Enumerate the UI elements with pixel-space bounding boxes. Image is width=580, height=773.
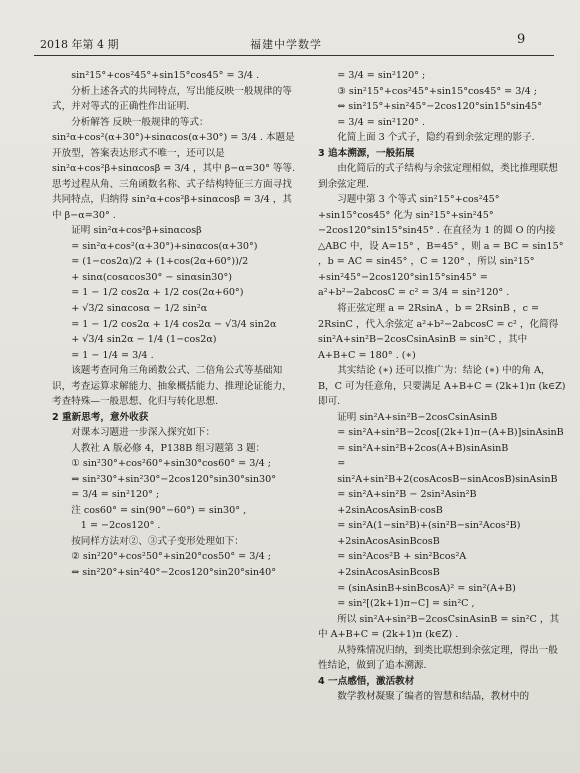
proof-step: + √3/4 sin2α − 1/4 (1−cos2α) [71,334,217,346]
paragraph: 人教社 A 版必修 4，P138B 组习题第 3 题： [71,442,266,454]
equation-line: ⇔ sin²30°+sin²30°−2cos120°sin30°sin30° [71,473,277,485]
proof-step: = sin²Acos²B + sin²Bcos²A [337,551,467,563]
equation-line: ⇔ sin²20°+sin²40°−2cos120°sin20°sin40° [71,567,277,578]
header-rule [34,55,554,56]
section-heading: 2 重新思考，意外收获 [52,411,149,423]
section-heading: 3 追本溯源，一般拓展 [318,147,415,159]
paragraph: 按同样方法对②、③式子变形处理如下： [71,535,244,547]
paragraph: 数学教材凝聚了编者的智慧和结晶，教材中的 [337,691,530,703]
proof-step: = (1−cos2α)/2 + (1+cos(2α+60°))/2 [71,256,249,268]
proof-heading: 证明 sin²A+sin²B−2cosCsinAsinB [337,411,498,423]
paragraph: 由化简后的式子结构与余弦定理相似，类比推理联想到余弦定理. [318,163,558,190]
paragraph: 将正弦定理 a = 2RsinA ，b = 2RsinB ，c = 2RsinC ，代入余弦定 a²+b²−2abcosC = c² ，化简得 sin²A+sin²B−2cosCsinAsinB = sin²C ，其中 A+B+C = 180° . (∗) [318,302,559,361]
proof-step: = sin²[(2k+1)π−C] = sin²C , [337,598,475,610]
proof-step: = sin²A+sin²B+2cos(A+B)sinAsinB [337,442,509,454]
section-heading: 4 一点感悟，激活教材 [318,675,415,687]
proof-step: + sinα(cosαcos30° − sinαsin30°) [71,271,232,283]
proof-step: = (sinAsinB+sinBcosA)² = sin²(A+B) [337,582,516,594]
proof-step: +2sinAcosAsinBcosB [337,567,440,578]
equation-line: = 3/4 = sin²120° ; [337,70,426,81]
equation-line: = 3/4 = sin²120° ; [71,489,160,501]
proof-step: = 1 − 1/2 cos2α + 1/2 cos(2α+60°) [71,287,244,299]
paragraph: 其实结论 (∗) 还可以推广为：结论 (∗) 中的角 A，B，C 可为任意角，只要满足 A+B+C = (2k+1)π (k∈Z) 即可. [318,365,566,408]
paragraph: 习题中第 3 个等式 sin²15°+cos²45°+sin15°cos45° 化为 sin²15°+sin²45°−2cos120°sin15°sin45° . 在直径为 1 的圆 O 的内接 △ABC 中，设 A=15° ，B=45° ，则 a = BC = sin15° ，b = AC = sin45° ，C = 120° ，所以 sin²15°+sin²45°−2cos120°sin15°sin45° = a²+b²−2abcosC = c² = 3/4 = sin²120° . [318,194,564,299]
equation-line: ⇔ sin²15°+sin²45°−2cos120°sin15°sin45° [337,101,543,113]
proof-step: +2sinAcosAsinBcosB [337,535,440,547]
analysis-paragraph: 分析解答 反映一般规律的等式：sin²α+cos²(α+30°)+sinαcos(α+30°) = 3/4 . 本题是开放型，答案表达形式不唯一，还可以是 sin²α+cos²β+sinαcosβ = 3/4 ，其中 β−α=30° 等等. 思考过程从角、三角函数名称、式子结构特征三方面寻找共同特点，归纳得 sin²α+cos²β+sinαcosβ = 3/4 ，其中 β−α=30° . [52,116,296,221]
paragraph: 化简上面 3 个式子，隐约看到余弦定理的影子. [337,132,535,144]
proof-step: = sin²α+cos²(α+30°)+sinαcos(α+30°) [71,240,258,252]
proof-step: = 1 − 1/2 cos2α + 1/4 cos2α − √3/4 sin2α [71,318,277,330]
paragraph: 从特殊情况归纳，到类比联想到余弦定理，得出一般性结论，做到了追本溯源. [318,644,558,672]
paragraph: 所以 sin²A+sin²B−2cosCsinAsinB = sin²C ，其中 A+B+C = (2k+1)π (k∈Z) . [318,613,560,641]
equation-line: ① sin²30°+cos²60°+sin30°cos60° = 3/4 ; [71,458,271,470]
equation-line: ③ sin²15°+cos²45°+sin15°cos45° = 3/4 ; [337,85,537,97]
proof-step: = sin²A+sin²B−2cos[(2k+1)π−(A+B)]sinAsinB [337,427,564,439]
proof-step: + √3/2 sinαcosα − 1/2 sin²α [71,302,208,314]
issue-label: 2018 年第 4 期 [40,38,119,51]
proof-step: = sin²A+sin²B − 2sin²Asin²B [337,489,477,501]
page-number: 9 [517,32,526,47]
equation-line: ② sin²20°+cos²50°+sin20°cos50° = 3/4 ; [71,551,271,563]
note-line: 1 = −2cos120° . [80,520,161,532]
paragraph: 对课本习题进一步深入探究如下： [71,427,216,439]
equation-line: = 3/4 = sin²120° . [337,116,426,128]
paragraph: 该题考查同角三角函数公式、二倍角公式等基础知识，考查运算求解能力、抽象概括能力、推理论证能力，考查特殊—一般思想、化归与转化思想. [52,365,292,408]
proof-heading: 证明 sin²α+cos²β+sinαcosβ [71,225,202,237]
proof-step: +2sinAcosAsinB·cosB [337,504,443,516]
page-header [0,30,580,52]
equation-line: sin²15°+cos²45°+sin15°cos45° = 3/4 . [71,70,260,81]
proof-step: = 1 − 1/4 = 3/4 . [71,349,154,361]
paragraph: 分析上述各式的共同特点，写出能反映一般规律的等式，并对等式的正确性作出证明. [52,85,292,113]
right-column [318,68,566,705]
note-line: 注 cos60° = sin(90°−60°) = sin30° , [71,504,247,516]
left-column [52,68,300,581]
proof-step: = sin²A+sin²B+2(cosAcosB−sinAcosB)sinAsinB [337,458,558,485]
journal-title: 福建中学数学 [250,38,322,51]
proof-step: = sin²A(1−sin²B)+(sin²B−sin²Acos²B) [337,520,521,532]
